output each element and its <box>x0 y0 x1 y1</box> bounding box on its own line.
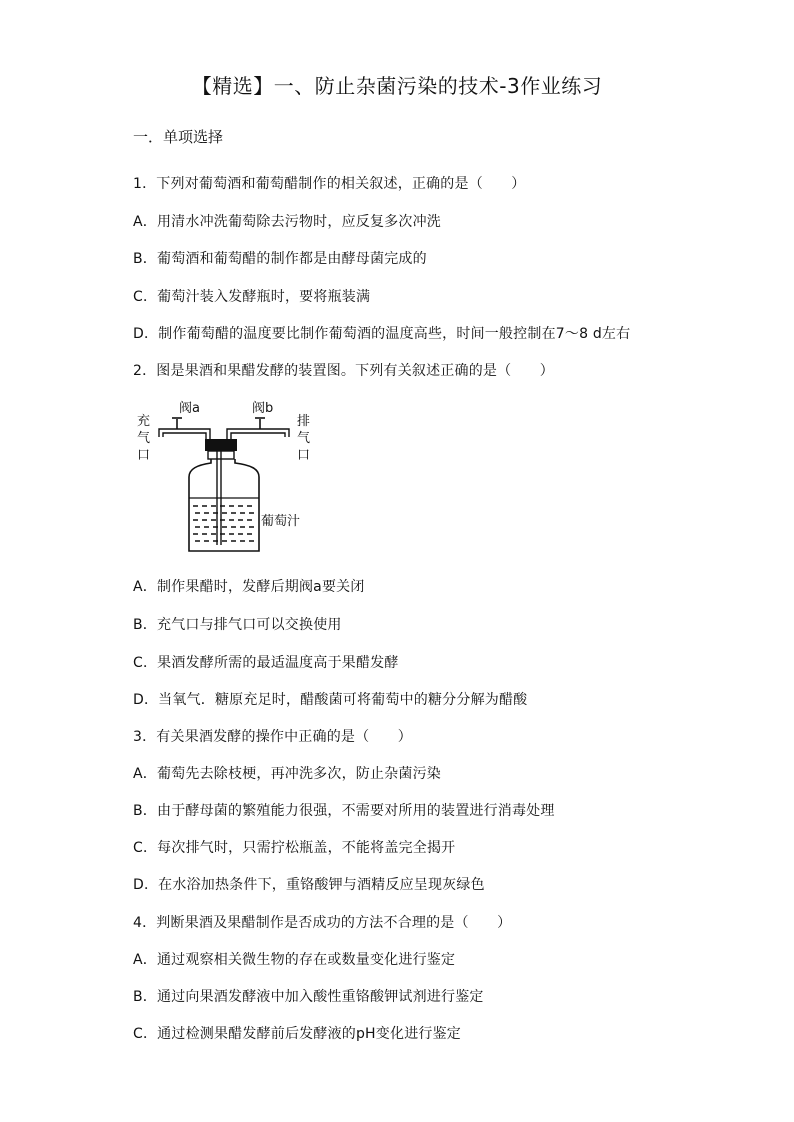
question-3-option-b: B．由于酵母菌的繁殖能力很强，不需要对所用的装置进行消毒处理 <box>133 803 555 819</box>
valve-a <box>172 418 182 429</box>
question-1-option-a: A．用清水冲洗葡萄除去污物时，应反复多次冲洗 <box>133 214 441 230</box>
inlet-label-3: 口 <box>137 448 151 463</box>
question-4-option-b: B．通过向果酒发酵液中加入酸性重铬酸钾试剂进行鉴定 <box>133 989 484 1005</box>
page-title: 【精选】一、防止杂菌污染的技术-3作业练习 <box>191 74 603 98</box>
left-tube <box>159 429 210 439</box>
question-3-option-d: D．在水浴加热条件下，重铬酸钾与酒精反应呈现灰绿色 <box>133 877 485 893</box>
question-3-option-a: A．葡萄先去除枝梗，再冲洗多次，防止杂菌污染 <box>133 766 441 782</box>
valve-a-label: 阀a <box>179 401 200 416</box>
question-2-option-b: B．充气口与排气口可以交换使用 <box>133 617 342 633</box>
question-2-option-d: D．当氧气．糖原充足时，醋酸菌可将葡萄中的糖分分解为醋酸 <box>133 692 528 708</box>
grape-juice-liquid <box>193 506 255 541</box>
question-2-stem: 2．图是果酒和果醋发酵的装置图。下列有关叙述正确的是（ ） <box>133 363 554 379</box>
question-4-stem: 4．判断果酒及果醋制作是否成功的方法不合理的是（ ） <box>133 915 512 931</box>
question-1-option-d: D．制作葡萄醋的温度要比制作葡萄酒的温度高些，时间一般控制在7～8 d左右 <box>133 326 631 342</box>
outlet-label-3: 口 <box>297 448 311 463</box>
question-1-option-c: C．葡萄汁装入发酵瓶时，要将瓶装满 <box>133 289 371 305</box>
question-2-option-c: C．果酒发酵所需的最适温度高于果醋发酵 <box>133 655 399 671</box>
question-1-stem: 1．下列对葡萄酒和葡萄醋制作的相关叙述，正确的是（ ） <box>133 176 526 192</box>
inlet-label-1: 充 <box>137 414 151 429</box>
bottle-stopper <box>205 439 237 451</box>
right-tube <box>227 429 289 439</box>
inlet-label-2: 气 <box>137 431 151 446</box>
question-4-option-a: A．通过观察相关微生物的存在或数量变化进行鉴定 <box>133 952 456 968</box>
question-4-option-c: C．通过检测果醋发酵前后发酵液的pH变化进行鉴定 <box>133 1026 461 1042</box>
outlet-label-1: 排 <box>297 414 311 429</box>
question-3-stem: 3．有关果酒发酵的操作中正确的是（ ） <box>133 729 412 745</box>
fermentation-apparatus-diagram <box>125 395 325 560</box>
section-heading: 一．单项选择 <box>133 128 224 146</box>
valve-b-label: 阀b <box>252 401 274 416</box>
question-1-option-b: B．葡萄酒和葡萄醋的制作都是由酵母菌完成的 <box>133 251 427 267</box>
valve-b <box>255 418 265 429</box>
grape-juice-label: 葡萄汁 <box>261 514 301 529</box>
question-2-option-a: A．制作果醋时，发酵后期阀a要关闭 <box>133 579 365 595</box>
bottle <box>189 459 259 551</box>
question-3-option-c: C．每次排气时，只需拧松瓶盖，不能将盖完全揭开 <box>133 840 456 856</box>
outlet-label-2: 气 <box>297 431 311 446</box>
